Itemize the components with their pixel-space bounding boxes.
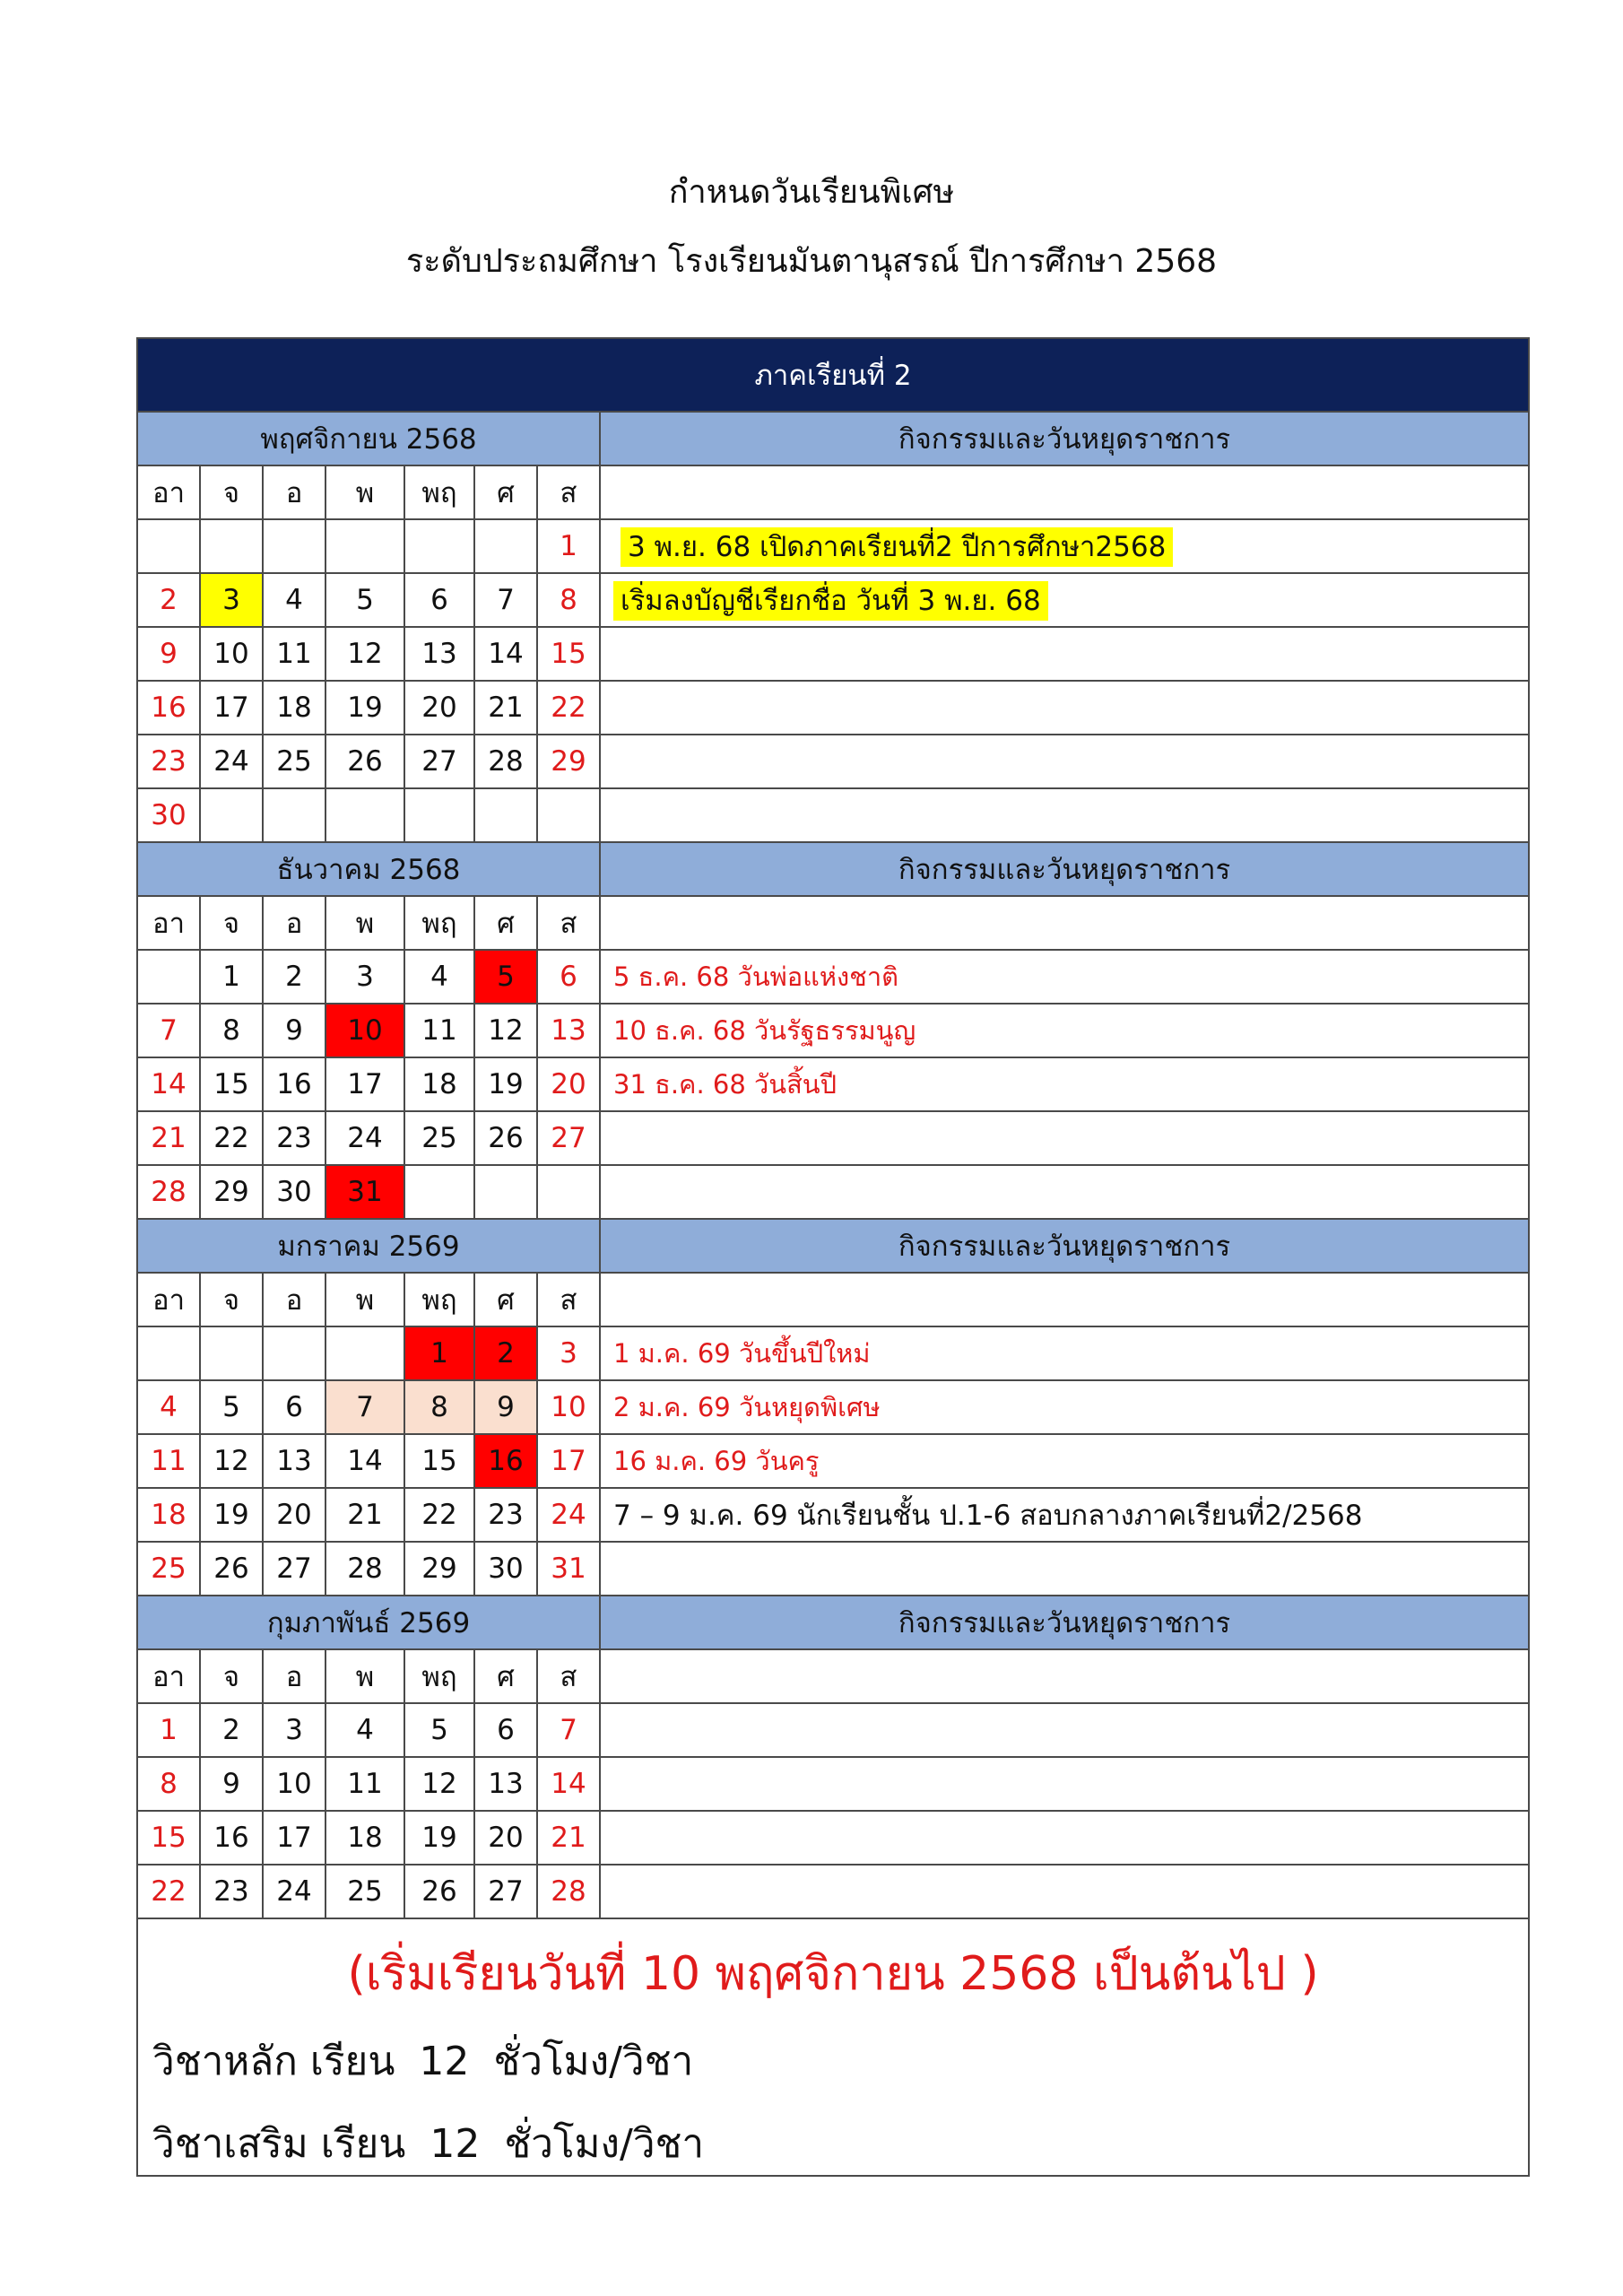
weekday-label: อ bbox=[263, 1649, 325, 1703]
day-cell: 29 bbox=[200, 1165, 263, 1219]
weekday-label: อ bbox=[263, 1273, 325, 1326]
day-cell: 22 bbox=[404, 1488, 474, 1542]
day-cell: 5 bbox=[404, 1703, 474, 1757]
day-cell: 12 bbox=[325, 627, 404, 681]
weekday-row bbox=[137, 896, 1529, 950]
day-cell: 21 bbox=[325, 1488, 404, 1542]
day-cell: 18 bbox=[325, 1811, 404, 1865]
subject-hours-line bbox=[152, 2112, 1528, 2175]
month-header-row bbox=[137, 842, 1529, 896]
calendar-week-row bbox=[137, 1811, 1529, 1865]
day-cell: 8 bbox=[200, 1004, 263, 1057]
day-cell: 13 bbox=[404, 627, 474, 681]
day-cell bbox=[263, 788, 325, 842]
day-cell bbox=[200, 788, 263, 842]
day-cell: 4 bbox=[404, 950, 474, 1004]
day-cell: 14 bbox=[137, 1057, 200, 1111]
day-cell: 25 bbox=[263, 735, 325, 788]
weekday-label: พฤ bbox=[404, 1649, 474, 1703]
day-cell bbox=[474, 788, 537, 842]
day-cell: 14 bbox=[325, 1434, 404, 1488]
day-cell: 17 bbox=[263, 1811, 325, 1865]
month-header-row bbox=[137, 1219, 1529, 1273]
weekday-label: ส bbox=[537, 1273, 600, 1326]
day-cell: 22 bbox=[200, 1111, 263, 1165]
day-cell: 2 bbox=[200, 1703, 263, 1757]
day-cell: 22 bbox=[137, 1865, 200, 1918]
weekday-label: อ bbox=[263, 896, 325, 950]
day-cell bbox=[200, 519, 263, 573]
day-cell: 3 bbox=[263, 1703, 325, 1757]
weekday-label: พฤ bbox=[404, 465, 474, 519]
day-cell: 6 bbox=[537, 950, 600, 1004]
day-cell: 3 bbox=[537, 1326, 600, 1380]
activity-cell bbox=[600, 519, 1529, 573]
day-cell: 8 bbox=[537, 573, 600, 627]
calendar-week-row bbox=[137, 1757, 1529, 1811]
activity-cell bbox=[600, 896, 1529, 950]
day-cell: 23 bbox=[137, 735, 200, 788]
day-cell: 9 bbox=[200, 1757, 263, 1811]
activity-cell bbox=[600, 1273, 1529, 1326]
calendar-week-row bbox=[137, 681, 1529, 735]
weekday-label: ส bbox=[537, 1649, 600, 1703]
activity-header: กิจกรรมและวันหยุดราชการ bbox=[600, 842, 1529, 896]
weekday-label: ศ bbox=[474, 1649, 537, 1703]
weekday-label: พ bbox=[325, 465, 404, 519]
weekday-label: ศ bbox=[474, 1273, 537, 1326]
weekday-label: พฤ bbox=[404, 896, 474, 950]
subject-hours: 12 bbox=[419, 2039, 470, 2084]
day-cell: 17 bbox=[537, 1434, 600, 1488]
weekday-label: จ bbox=[200, 465, 263, 519]
day-cell: 27 bbox=[537, 1111, 600, 1165]
day-cell: 1 bbox=[537, 519, 600, 573]
activity-header: กิจกรรมและวันหยุดราชการ bbox=[600, 412, 1529, 465]
weekday-label: พ bbox=[325, 1649, 404, 1703]
day-cell: 16 bbox=[137, 681, 200, 735]
subject-unit: ชั่วโมง/วิชา bbox=[493, 2039, 694, 2084]
day-cell: 1 bbox=[404, 1326, 474, 1380]
day-cell: 9 bbox=[263, 1004, 325, 1057]
calendar-week-row bbox=[137, 1703, 1529, 1757]
day-cell: 4 bbox=[137, 1380, 200, 1434]
activity-header: กิจกรรมและวันหยุดราชการ bbox=[600, 1219, 1529, 1273]
weekday-label: อา bbox=[137, 1273, 200, 1326]
day-cell: 20 bbox=[537, 1057, 600, 1111]
day-cell: 29 bbox=[537, 735, 600, 788]
day-cell: 19 bbox=[474, 1057, 537, 1111]
day-cell bbox=[404, 519, 474, 573]
day-cell bbox=[537, 788, 600, 842]
day-cell bbox=[263, 1326, 325, 1380]
day-cell: 28 bbox=[537, 1865, 600, 1918]
activity-cell bbox=[600, 465, 1529, 519]
activity-cell bbox=[600, 1865, 1529, 1918]
page-title: กำหนดวันเรียนพิเศษ bbox=[668, 174, 955, 211]
calendar-week-row bbox=[137, 1326, 1529, 1380]
month-name: พฤศจิกายน 2568 bbox=[137, 412, 600, 465]
weekday-row bbox=[137, 1273, 1529, 1326]
day-cell: 27 bbox=[404, 735, 474, 788]
activity-cell bbox=[600, 681, 1529, 735]
day-cell: 30 bbox=[137, 788, 200, 842]
day-cell: 4 bbox=[325, 1703, 404, 1757]
day-cell bbox=[404, 1165, 474, 1219]
calendar-week-row bbox=[137, 950, 1529, 1004]
weekday-label: จ bbox=[200, 896, 263, 950]
day-cell: 27 bbox=[474, 1865, 537, 1918]
day-cell: 10 bbox=[537, 1380, 600, 1434]
day-cell: 28 bbox=[137, 1165, 200, 1219]
day-cell: 28 bbox=[474, 735, 537, 788]
day-cell: 16 bbox=[474, 1434, 537, 1488]
calendar-week-row bbox=[137, 1111, 1529, 1165]
day-cell bbox=[263, 519, 325, 573]
day-cell bbox=[325, 788, 404, 842]
day-cell: 11 bbox=[263, 627, 325, 681]
day-cell: 20 bbox=[404, 681, 474, 735]
day-cell: 9 bbox=[137, 627, 200, 681]
activity-cell: 2 ม.ค. 69 วันหยุดพิเศษ bbox=[600, 1380, 1529, 1434]
day-cell: 25 bbox=[325, 1865, 404, 1918]
day-cell: 19 bbox=[200, 1488, 263, 1542]
activity-cell: 7 – 9 ม.ค. 69 นักเรียนชั้น ป.1-6 สอบกลางภาคเรียนที่2/2568 bbox=[600, 1488, 1529, 1542]
day-cell: 31 bbox=[537, 1542, 600, 1596]
day-cell bbox=[474, 1165, 537, 1219]
activity-cell: 16 ม.ค. 69 วันครู bbox=[600, 1434, 1529, 1488]
day-cell bbox=[537, 1165, 600, 1219]
day-cell: 23 bbox=[263, 1111, 325, 1165]
subject-hours: 12 bbox=[430, 2121, 481, 2167]
day-cell: 5 bbox=[325, 573, 404, 627]
day-cell: 24 bbox=[537, 1488, 600, 1542]
month-name: กุมภาพันธ์ 2569 bbox=[137, 1596, 600, 1649]
weekday-row bbox=[137, 465, 1529, 519]
day-cell: 11 bbox=[404, 1004, 474, 1057]
weekday-label: ศ bbox=[474, 896, 537, 950]
subject-unit: ชั่วโมง/วิชา bbox=[504, 2121, 705, 2167]
day-cell: 9 bbox=[474, 1380, 537, 1434]
subject-hours-line bbox=[152, 2030, 1528, 2092]
day-cell: 4 bbox=[263, 573, 325, 627]
activity-cell bbox=[600, 627, 1529, 681]
weekday-label: อ bbox=[263, 465, 325, 519]
day-cell: 11 bbox=[137, 1434, 200, 1488]
footer-row bbox=[137, 1918, 1529, 2176]
day-cell: 20 bbox=[474, 1811, 537, 1865]
month-header-row bbox=[137, 412, 1529, 465]
day-cell: 13 bbox=[537, 1004, 600, 1057]
day-cell: 16 bbox=[263, 1057, 325, 1111]
day-cell: 25 bbox=[404, 1111, 474, 1165]
day-cell: 21 bbox=[137, 1111, 200, 1165]
day-cell: 13 bbox=[474, 1757, 537, 1811]
day-cell: 22 bbox=[537, 681, 600, 735]
footer-cell bbox=[137, 1918, 1529, 2176]
day-cell bbox=[404, 788, 474, 842]
month-name: ธันวาคม 2568 bbox=[137, 842, 600, 896]
day-cell: 23 bbox=[474, 1488, 537, 1542]
highlighted-activity: เริ่มลงบัญชีเรียกชื่อ วันที่ 3 พ.ย. 68 bbox=[613, 581, 1048, 621]
day-cell: 18 bbox=[263, 681, 325, 735]
activity-cell bbox=[600, 1542, 1529, 1596]
day-cell: 26 bbox=[404, 1865, 474, 1918]
highlighted-activity: 3 พ.ย. 68 เปิดภาคเรียนที่2 ปีการศึกษา2568 bbox=[621, 527, 1173, 567]
day-cell: 15 bbox=[404, 1434, 474, 1488]
day-cell: 10 bbox=[325, 1004, 404, 1057]
day-cell: 19 bbox=[404, 1811, 474, 1865]
weekday-label: ศ bbox=[474, 465, 537, 519]
weekday-label: พ bbox=[325, 1273, 404, 1326]
day-cell: 7 bbox=[137, 1004, 200, 1057]
day-cell: 3 bbox=[325, 950, 404, 1004]
calendar-week-row bbox=[137, 1542, 1529, 1596]
weekday-label: อา bbox=[137, 896, 200, 950]
activity-cell: 5 ธ.ค. 68 วันพ่อแห่งชาติ bbox=[600, 950, 1529, 1004]
activity-cell bbox=[600, 788, 1529, 842]
day-cell: 17 bbox=[325, 1057, 404, 1111]
day-cell: 12 bbox=[200, 1434, 263, 1488]
day-cell: 27 bbox=[263, 1542, 325, 1596]
page-subtitle: ระดับประถมศึกษา โรงเรียนมันตานุสรณ์ ปีการศึกษา 2568 bbox=[405, 243, 1218, 280]
day-cell: 26 bbox=[200, 1542, 263, 1596]
day-cell: 12 bbox=[474, 1004, 537, 1057]
day-cell: 30 bbox=[263, 1165, 325, 1219]
day-cell: 5 bbox=[474, 950, 537, 1004]
day-cell bbox=[325, 1326, 404, 1380]
day-cell: 26 bbox=[325, 735, 404, 788]
weekday-label: พ bbox=[325, 896, 404, 950]
semester-header-row bbox=[137, 338, 1529, 412]
day-cell: 2 bbox=[137, 573, 200, 627]
subject-label: วิชาเสริม เรียน bbox=[152, 2121, 406, 2167]
day-cell bbox=[137, 950, 200, 1004]
day-cell: 10 bbox=[200, 627, 263, 681]
activity-header: กิจกรรมและวันหยุดราชการ bbox=[600, 1596, 1529, 1649]
calendar-week-row bbox=[137, 1165, 1529, 1219]
day-cell: 24 bbox=[263, 1865, 325, 1918]
day-cell bbox=[137, 519, 200, 573]
day-cell: 15 bbox=[137, 1811, 200, 1865]
day-cell: 5 bbox=[200, 1380, 263, 1434]
day-cell: 7 bbox=[325, 1380, 404, 1434]
day-cell: 25 bbox=[137, 1542, 200, 1596]
weekday-label: ส bbox=[537, 896, 600, 950]
day-cell: 6 bbox=[474, 1703, 537, 1757]
day-cell: 2 bbox=[263, 950, 325, 1004]
day-cell: 10 bbox=[263, 1757, 325, 1811]
calendar-week-row bbox=[137, 735, 1529, 788]
month-name: มกราคม 2569 bbox=[137, 1219, 600, 1273]
day-cell: 18 bbox=[404, 1057, 474, 1111]
weekday-label: จ bbox=[200, 1649, 263, 1703]
activity-cell bbox=[600, 1165, 1529, 1219]
activity-cell bbox=[600, 1757, 1529, 1811]
day-cell: 3 bbox=[200, 573, 263, 627]
activity-cell bbox=[600, 1111, 1529, 1165]
day-cell: 15 bbox=[200, 1057, 263, 1111]
subject-label: วิชาหลัก เรียน bbox=[152, 2039, 395, 2084]
day-cell: 29 bbox=[404, 1542, 474, 1596]
activity-cell: 10 ธ.ค. 68 วันรัฐธรรมนูญ bbox=[600, 1004, 1529, 1057]
day-cell: 13 bbox=[263, 1434, 325, 1488]
day-cell: 24 bbox=[325, 1111, 404, 1165]
day-cell: 2 bbox=[474, 1326, 537, 1380]
activity-cell bbox=[600, 735, 1529, 788]
weekday-label: ส bbox=[537, 465, 600, 519]
day-cell: 14 bbox=[537, 1757, 600, 1811]
day-cell: 19 bbox=[325, 681, 404, 735]
day-cell: 7 bbox=[474, 573, 537, 627]
calendar-week-row bbox=[137, 1434, 1529, 1488]
weekday-label: อา bbox=[137, 465, 200, 519]
day-cell: 6 bbox=[263, 1380, 325, 1434]
day-cell: 6 bbox=[404, 573, 474, 627]
semester-calendar-table bbox=[136, 337, 1530, 2177]
day-cell: 21 bbox=[474, 681, 537, 735]
semester-header: ภาคเรียนที่ 2 bbox=[137, 338, 1529, 412]
activity-cell bbox=[600, 1811, 1529, 1865]
month-header-row bbox=[137, 1596, 1529, 1649]
day-cell: 24 bbox=[200, 735, 263, 788]
day-cell: 20 bbox=[263, 1488, 325, 1542]
day-cell: 31 bbox=[325, 1165, 404, 1219]
weekday-label: จ bbox=[200, 1273, 263, 1326]
activity-cell: 1 ม.ค. 69 วันขึ้นปีใหม่ bbox=[600, 1326, 1529, 1380]
activity-cell: 31 ธ.ค. 68 วันสิ้นปี bbox=[600, 1057, 1529, 1111]
day-cell bbox=[137, 1326, 200, 1380]
weekday-row bbox=[137, 1649, 1529, 1703]
day-cell: 15 bbox=[537, 627, 600, 681]
calendar-week-row bbox=[137, 1380, 1529, 1434]
day-cell: 30 bbox=[474, 1542, 537, 1596]
calendar-week-row bbox=[137, 627, 1529, 681]
calendar-week-row bbox=[137, 1004, 1529, 1057]
calendar-week-row bbox=[137, 788, 1529, 842]
day-cell bbox=[200, 1326, 263, 1380]
day-cell bbox=[474, 519, 537, 573]
day-cell: 28 bbox=[325, 1542, 404, 1596]
calendar-week-row bbox=[137, 573, 1529, 627]
day-cell: 17 bbox=[200, 681, 263, 735]
day-cell: 26 bbox=[474, 1111, 537, 1165]
day-cell: 1 bbox=[200, 950, 263, 1004]
day-cell: 14 bbox=[474, 627, 537, 681]
calendar-week-row bbox=[137, 1488, 1529, 1542]
day-cell: 21 bbox=[537, 1811, 600, 1865]
day-cell bbox=[325, 519, 404, 573]
activity-cell bbox=[600, 1649, 1529, 1703]
weekday-label: พฤ bbox=[404, 1273, 474, 1326]
day-cell: 11 bbox=[325, 1757, 404, 1811]
activity-cell bbox=[600, 573, 1529, 627]
weekday-label: อา bbox=[137, 1649, 200, 1703]
day-cell: 12 bbox=[404, 1757, 474, 1811]
day-cell: 1 bbox=[137, 1703, 200, 1757]
day-cell: 8 bbox=[404, 1380, 474, 1434]
activity-cell bbox=[600, 1703, 1529, 1757]
day-cell: 16 bbox=[200, 1811, 263, 1865]
start-date-notice: (เริ่มเรียนวันที่ 10 พฤศจิกายน 2568 เป็นต้นไป ) bbox=[347, 1947, 1319, 2001]
day-cell: 18 bbox=[137, 1488, 200, 1542]
day-cell: 8 bbox=[137, 1757, 200, 1811]
calendar-week-row bbox=[137, 1865, 1529, 1918]
day-cell: 23 bbox=[200, 1865, 263, 1918]
calendar-week-row bbox=[137, 519, 1529, 573]
calendar-week-row bbox=[137, 1057, 1529, 1111]
day-cell: 7 bbox=[537, 1703, 600, 1757]
